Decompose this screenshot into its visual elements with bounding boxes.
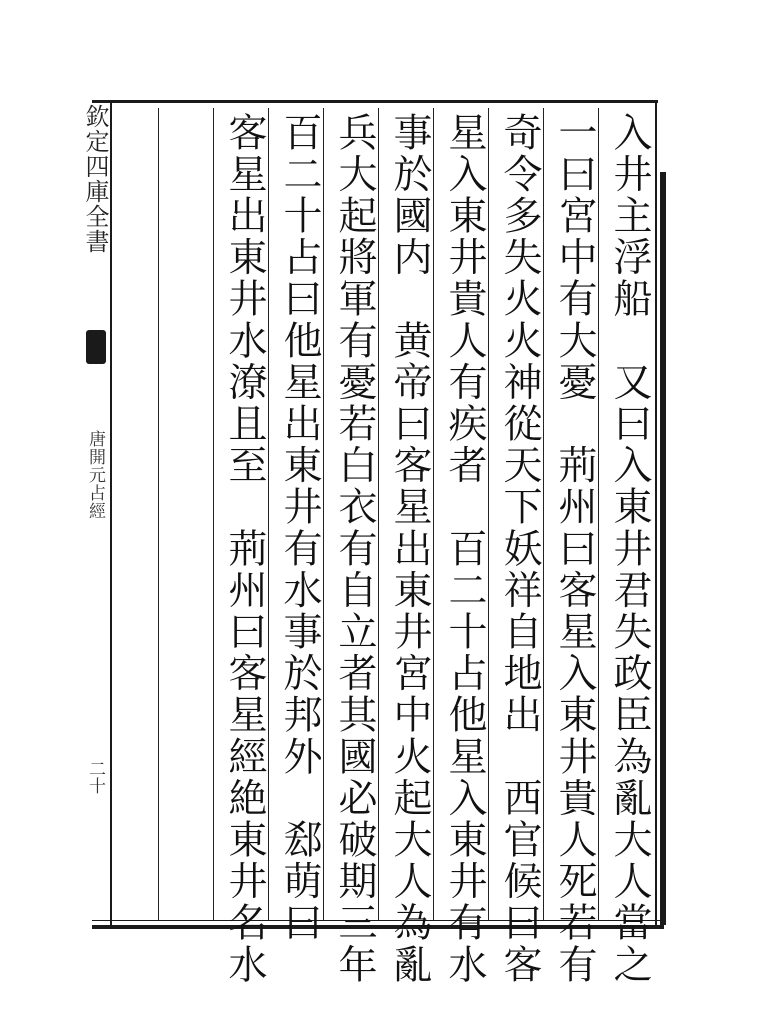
text-column-2: 一曰宮中有大憂 荊州曰客星入東井貴人死若有	[552, 112, 597, 986]
text-column-8: 客星出東井水潦且至 荊州曰客星經絶東井名水	[222, 112, 267, 986]
margin-chapter-title: 唐開元占經	[85, 430, 105, 520]
margin-page-number: 二十	[85, 760, 105, 794]
column-rule	[158, 108, 159, 920]
text-column-5: 事於國内 黄帝曰客星出東井宮中火起大人為亂	[387, 112, 432, 986]
text-column-3: 奇令多失火火神從天下妖祥自地出 西官候曰客	[497, 112, 542, 986]
text-column-6: 兵大起將軍有憂若白衣有自立者其國必破期三年	[332, 112, 377, 986]
margin-divider-rule	[110, 100, 112, 925]
top-border-rule	[92, 100, 658, 103]
right-border-thick-rule	[660, 172, 666, 925]
text-column-7: 百二十占曰他星出東井有水事於邦外 郄萌曰	[277, 112, 322, 944]
text-column-1: 入井主浮船 又曰入東井君失政臣為亂大人當之	[607, 112, 652, 986]
fishtail-marker-icon	[86, 330, 106, 364]
column-rule	[213, 108, 214, 920]
text-column-4: 星入東井貴人有疾者 百二十占他星入東井有水	[442, 112, 487, 986]
margin-book-title: 欽定四庫全書	[81, 104, 109, 254]
